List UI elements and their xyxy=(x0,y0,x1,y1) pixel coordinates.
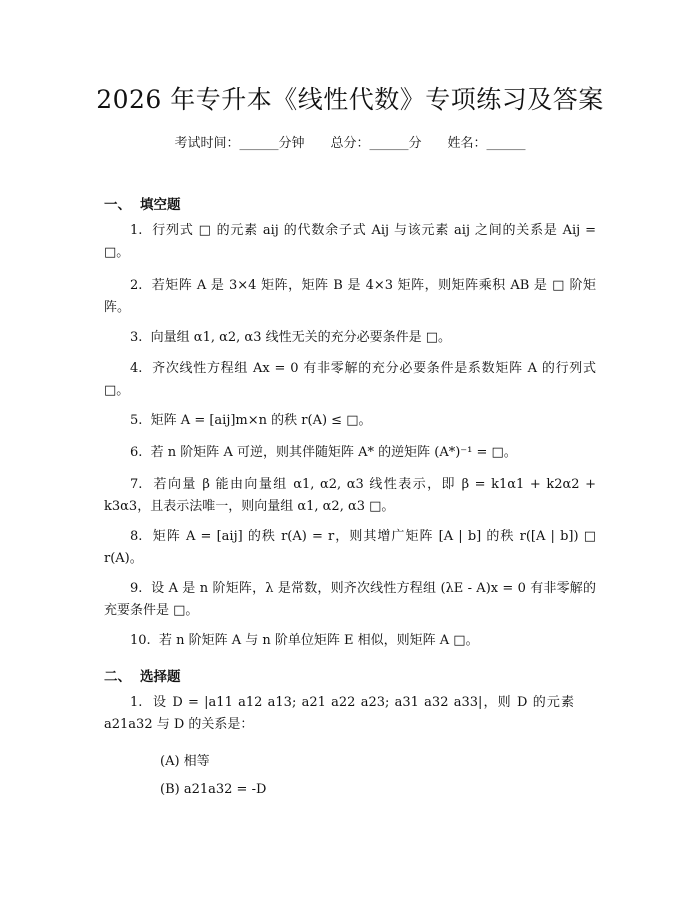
question-item xyxy=(104,578,596,622)
question-item xyxy=(104,327,596,349)
question-number: 9. xyxy=(130,581,143,596)
question-text: 向量组 α1, α2, α3 线性无关的充分必要条件是 □。 xyxy=(150,330,452,345)
question-text: 行列式 □ 的元素 aij 的代数余子式 Aij 与该元素 aij 之间的关系是 Aij = □。 xyxy=(104,223,597,260)
question-number: 10. xyxy=(130,633,151,648)
question-item xyxy=(104,630,596,652)
section-heading-multiple-choice xyxy=(104,665,181,685)
section-title: 选择题 xyxy=(140,669,181,685)
question-text: 设 D = |a11 a12 a13; a21 a22 a23; a31 a32 a33|，则 D 的元素 a21a32 与 D 的关系是： xyxy=(104,695,574,732)
question-text: 设 A 是 n 阶矩阵，λ 是常数，则齐次线性方程组 (λE - A)x = 0 有非零解的充要条件是 □。 xyxy=(104,581,597,618)
question-number: 1. xyxy=(130,695,143,710)
question-number: 2. xyxy=(130,278,143,293)
question-text: 若向量 β 能由向量组 α1, α2, α3 线性表示，即 β = k1α1 + k2α2 + k3α3，且表示法唯一，则向量组 α1, α2, α3 □。 xyxy=(104,477,597,514)
section-heading-fill-in xyxy=(104,193,181,213)
question-item xyxy=(104,410,596,432)
question-number: 1. xyxy=(130,223,143,238)
question-item xyxy=(104,220,596,264)
question-text: 若 n 阶矩阵 A 可逆，则其伴随矩阵 A* 的逆矩阵 (A*)⁻¹ = □。 xyxy=(150,445,517,460)
answer-option: (A) 相等 xyxy=(160,754,210,769)
question-item xyxy=(104,275,596,319)
question-item xyxy=(104,474,596,518)
question-item xyxy=(104,358,596,402)
question-text: 若 n 阶矩阵 A 与 n 阶单位矩阵 E 相似，则矩阵 A □。 xyxy=(158,633,479,648)
question-text: 若矩阵 A 是 3×4 矩阵，矩阵 B 是 4×3 矩阵，则矩阵乘积 AB 是 □ 阶矩阵。 xyxy=(104,278,597,315)
exam-time-field: 考试时间：______分钟 xyxy=(174,136,305,151)
question-item xyxy=(104,526,596,570)
name-field: 姓名：______ xyxy=(447,136,526,151)
question-text: 矩阵 A = [aij]m×n 的秩 r(A) ≤ □。 xyxy=(150,413,372,428)
page-title: 2026 年专升本《线性代数》专项练习及答案 xyxy=(96,85,604,114)
question-item xyxy=(104,692,574,736)
question-item xyxy=(104,442,596,464)
answer-option: (B) a21a32 = -D xyxy=(160,782,267,797)
question-number: 4. xyxy=(130,361,143,376)
section-number: 二、 xyxy=(104,669,131,685)
question-number: 7. xyxy=(130,477,143,492)
question-text: 矩阵 A = [aij] 的秩 r(A) = r，则其增广矩阵 [A | b] 的秩 r([A | b]) □ r(A)。 xyxy=(104,529,597,566)
exam-info-line xyxy=(0,132,700,151)
question-number: 6. xyxy=(130,445,143,460)
section-title: 填空题 xyxy=(140,197,181,213)
question-number: 5. xyxy=(130,413,143,428)
question-number: 3. xyxy=(130,330,143,345)
question-text: 齐次线性方程组 Ax = 0 有非零解的充分必要条件是系数矩阵 A 的行列式 □。 xyxy=(104,361,596,398)
question-number: 8. xyxy=(130,529,143,544)
section-number: 一、 xyxy=(104,197,131,213)
total-score-field: 总分：______分 xyxy=(330,136,422,151)
